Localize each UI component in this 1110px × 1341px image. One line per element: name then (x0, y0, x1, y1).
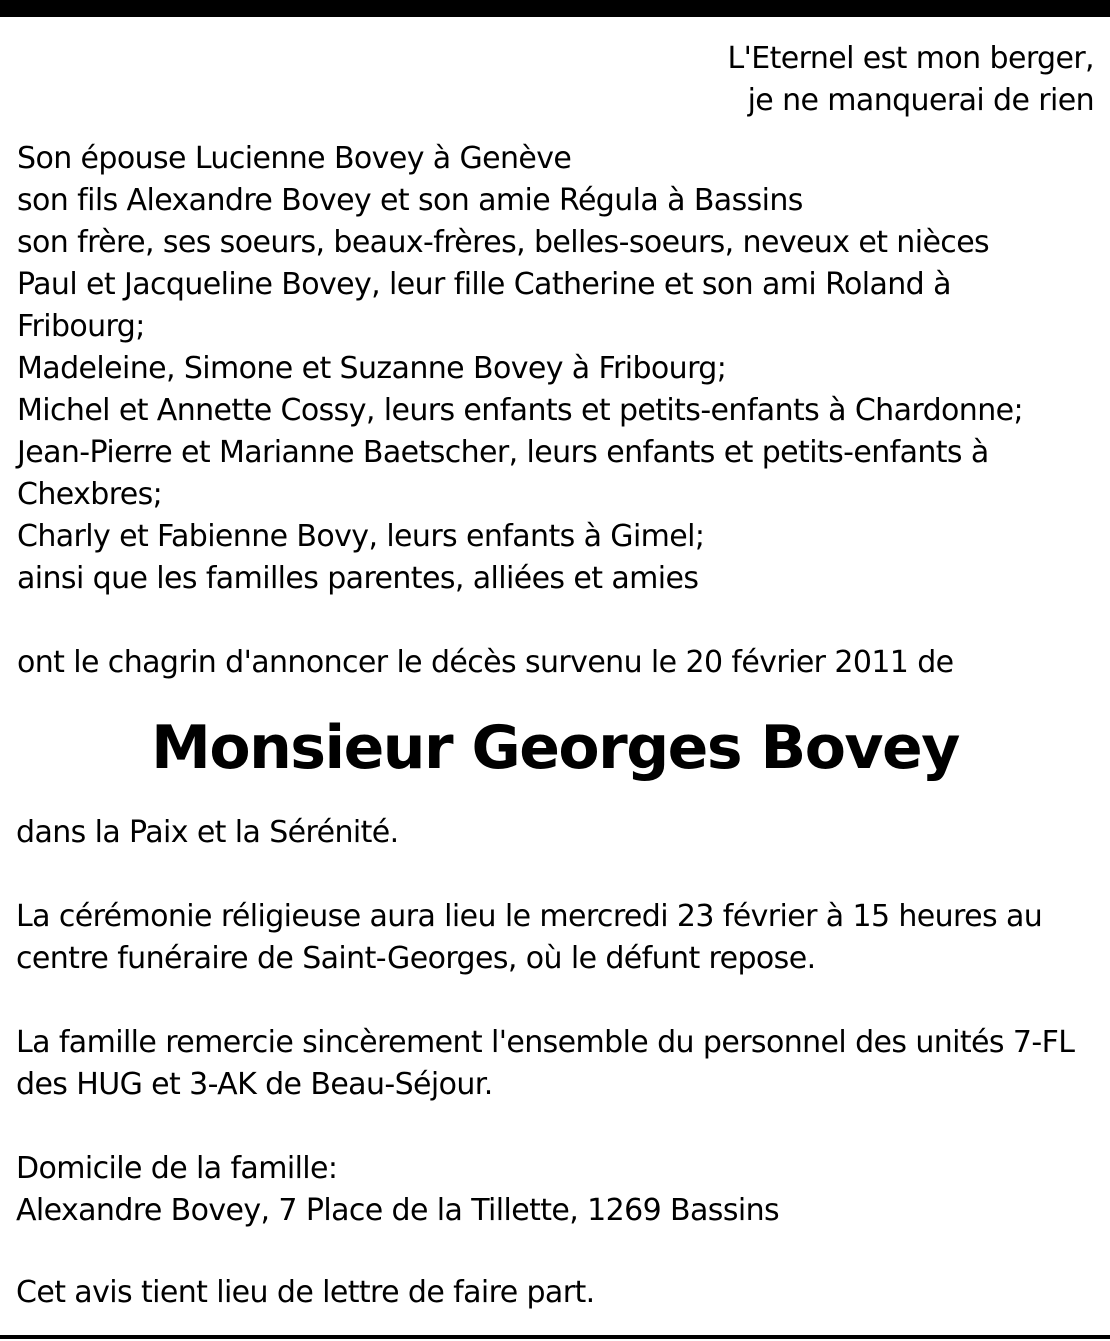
ceremony-line-1: La cérémonie réligieuse aura lieu le mercredi 23 février à 15 heures au (16, 899, 1043, 934)
ceremony-paragraph (16, 896, 1042, 980)
announcement-text: ont le chagrin d'annoncer le décès survenu le 20 février 2011 de (17, 645, 954, 680)
domicile-address: Alexandre Bovey, 7 Place de la Tillette, 1269 Bassins (16, 1193, 780, 1228)
family-line: Fribourg; (17, 309, 145, 344)
bottom-border-rule (0, 1335, 1110, 1339)
family-line: Paul et Jacqueline Bovey, leur fille Catherine et son ami Roland à (17, 267, 951, 302)
peace-line: dans la Paix et la Sérénité. (16, 815, 399, 850)
family-line: Madeleine, Simone et Suzanne Bovey à Fribourg; (17, 351, 727, 386)
notice-line: Cet avis tient lieu de lettre de faire part. (16, 1275, 595, 1310)
domicile-paragraph (16, 1148, 779, 1232)
family-list (17, 138, 1023, 600)
thanks-paragraph (16, 1022, 1074, 1106)
deceased-name: Monsieur Georges Bovey (151, 713, 959, 783)
motto-quote (728, 38, 1094, 122)
motto-line-1: L'Eternel est mon berger, (727, 41, 1094, 76)
family-line: Chexbres; (17, 477, 163, 512)
family-line: son frère, ses soeurs, beaux-frères, belles-soeurs, neveux et nièces (17, 225, 990, 260)
family-line: Charly et Fabienne Bovy, leurs enfants à Gimel; (17, 519, 705, 554)
family-line: Son épouse Lucienne Bovey à Genève (17, 141, 572, 176)
family-line: ainsi que les familles parentes, alliées et amies (17, 561, 699, 596)
thanks-line-2: des HUG et 3-AK de Beau-Séjour. (16, 1067, 493, 1102)
domicile-label: Domicile de la famille: (16, 1151, 338, 1186)
family-line: Jean-Pierre et Marianne Baetscher, leurs enfants et petits-enfants à (17, 435, 989, 470)
top-border-rule (0, 0, 1110, 17)
ceremony-line-2: centre funéraire de Saint-Georges, où le défunt repose. (16, 941, 816, 976)
motto-line-2: je ne manquerai de rien (747, 83, 1094, 118)
family-line: Michel et Annette Cossy, leurs enfants et petits-enfants à Chardonne; (17, 393, 1023, 428)
thanks-line-1: La famille remercie sincèrement l'ensemble du personnel des unités 7-FL (16, 1025, 1075, 1060)
family-line: son fils Alexandre Bovey et son amie Régula à Bassins (17, 183, 803, 218)
